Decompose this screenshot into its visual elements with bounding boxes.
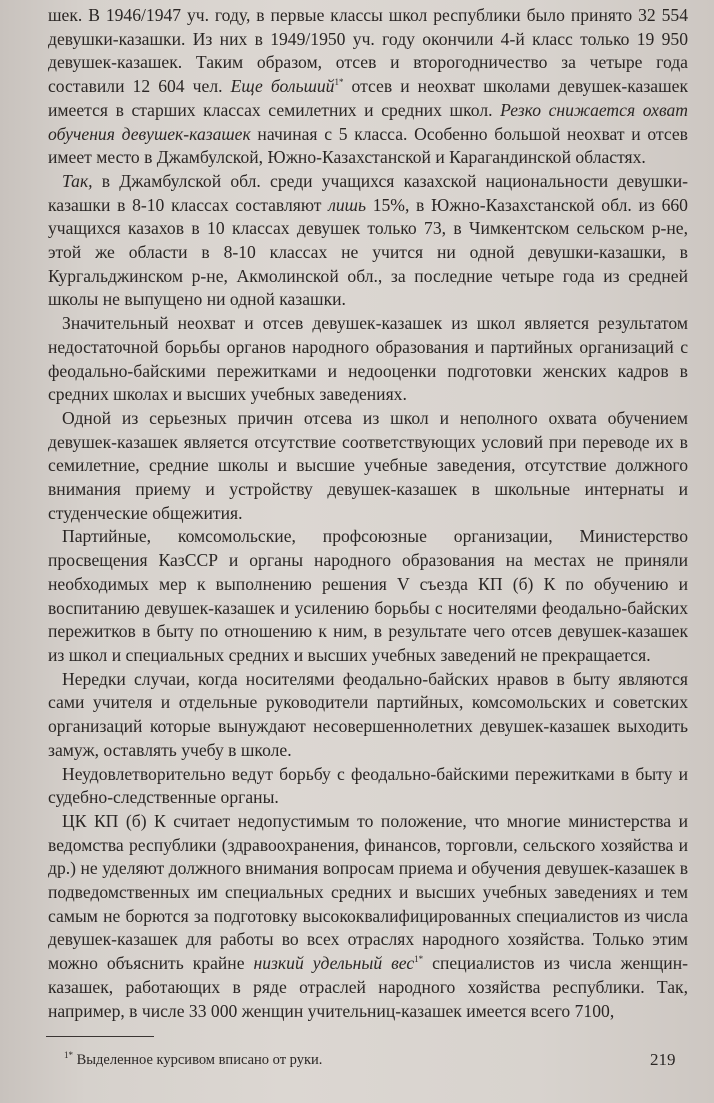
text-run: Значительный неохват и отсев девушек-казашек из школ является результатом недостаточной борьбы органов народного образования и партийных организаций с феодально-байскими пережитками и недооценки подготовки женских кадров в средних школах и высших учебных заведениях. bbox=[48, 313, 688, 405]
text-run: Нередки случаи, когда носителями феодально-байских нравов в быту являются сами учителя и отдельные руководители партийных, комсомольских и советских организаций которые вынуждают несовершеннолетних девушек-казашек выходить замуж, оставлять учебу в школе. bbox=[48, 668, 688, 760]
text-run: шек. В 1946/1947 уч. году, в первые классы школ республики было принято 32 554 девушки-казашки. Из них в 1949/1950 уч. году окончили 4-й класс только 19 950 девушек-казашек. Таким образом, отсев и второгодничество за четыре года составили 12 604 чел. bbox=[48, 5, 688, 97]
paragraph bbox=[48, 810, 688, 1023]
footnote-divider bbox=[46, 1036, 154, 1037]
paragraph bbox=[48, 763, 688, 810]
text-run: в Джамбулской обл. среди учащихся казахской национальности девушки-казашки в 8-10 классах составляют bbox=[48, 170, 688, 215]
paragraph bbox=[48, 170, 688, 312]
footnote bbox=[64, 1052, 322, 1069]
text-run: Неудовлетворительно ведут борьбу с феодально-байскими пережитками в быту и судебно-следственные органы. bbox=[48, 763, 688, 808]
text-run: ЦК КП (б) К считает недопустимым то положение, что многие министерства и ведомства республики (здравоохранения, финансов, торговли, сельского хозяйства и др.) не уделяют должного внимания вопросам приема и обучения девушек-казашек в подведомственных им специальных средних и высших учебных заведениях и тем самым не борются за подготовку высококвалифицированных специалистов из числа девушек-казашек для работы во всех отраслях народного хозяйства. Только этим можно объяснить крайне bbox=[48, 810, 688, 974]
paragraph bbox=[48, 668, 688, 763]
footnote-ref: 1* bbox=[414, 954, 424, 965]
paragraph bbox=[48, 4, 688, 170]
handwritten-italic-text: низкий удельный вес bbox=[253, 953, 415, 974]
handwritten-italic-text: Резко снижается охват обучения девушек-казашек bbox=[48, 99, 688, 144]
handwritten-italic-text: лишь bbox=[328, 194, 366, 215]
text-run: 15%, в Южно-Казахстанской обл. из 660 учащихся казахов в 10 классах девушек только 73, в Чимкентском сельском р-не, этой же области в 8-10 классах не учится ни одной девушки-казашки, в Кургальджинском р-не, Акмолинской обл., за последние четыре года из средней школы не выпущено ни одной казашки. bbox=[48, 194, 688, 310]
handwritten-italic-text: Еще больший bbox=[230, 76, 335, 97]
text-run: Партийные, комсомольские, профсоюзные организации, Министерство просвещения КазССР и органы народного образования на местах не приняли необходимых мер к выполнению решения V съезда КП (б) К по обучению и воспитанию девушек-казашек и усилению борьбы с носителями феодально-байских пережитков в быту по отношению к ним, в результате чего отсев девушек-казашек из школ и специальных средних и высших учебных заведений не прекращается. bbox=[48, 526, 688, 665]
page-number: 219 bbox=[650, 1050, 676, 1069]
body-text bbox=[48, 4, 688, 1023]
handwritten-italic-text: Так, bbox=[62, 170, 93, 191]
text-run: специалистов из числа женщин-казашек, работающих в ряде отраслей народного хозяйства республики. Так, например, в числе 33 000 женщин учительниц-казашек имеется всего 7100, bbox=[48, 953, 688, 1021]
text-run: начиная с 5 класса. Особенно большой неохват и отсев имеет место в Джамбулской, Южно-Казахстанской и Карагандинской областях. bbox=[48, 123, 688, 168]
footnote-marker: 1* bbox=[64, 1050, 73, 1061]
footnote-text: Выделенное курсивом вписано от руки. bbox=[73, 1052, 323, 1068]
paragraph bbox=[48, 407, 688, 526]
footnote-ref: 1* bbox=[334, 77, 344, 88]
text-run: отсев и неохват школами девушек-казашек имеется в старших классах семилетних и средних школ. bbox=[48, 76, 688, 120]
paragraph bbox=[48, 312, 688, 407]
text-run: Одной из серьезных причин отсева из школ и неполного охвата обучением девушек-казашек является отсутствие соответствующих условий при переводе их в семилетние, средние школы и высшие учебные заведения, отсутствие должного внимания приему и устройству девушек-казашек в школьные интернаты и студенческие общежития. bbox=[48, 407, 688, 523]
paragraph bbox=[48, 525, 688, 667]
